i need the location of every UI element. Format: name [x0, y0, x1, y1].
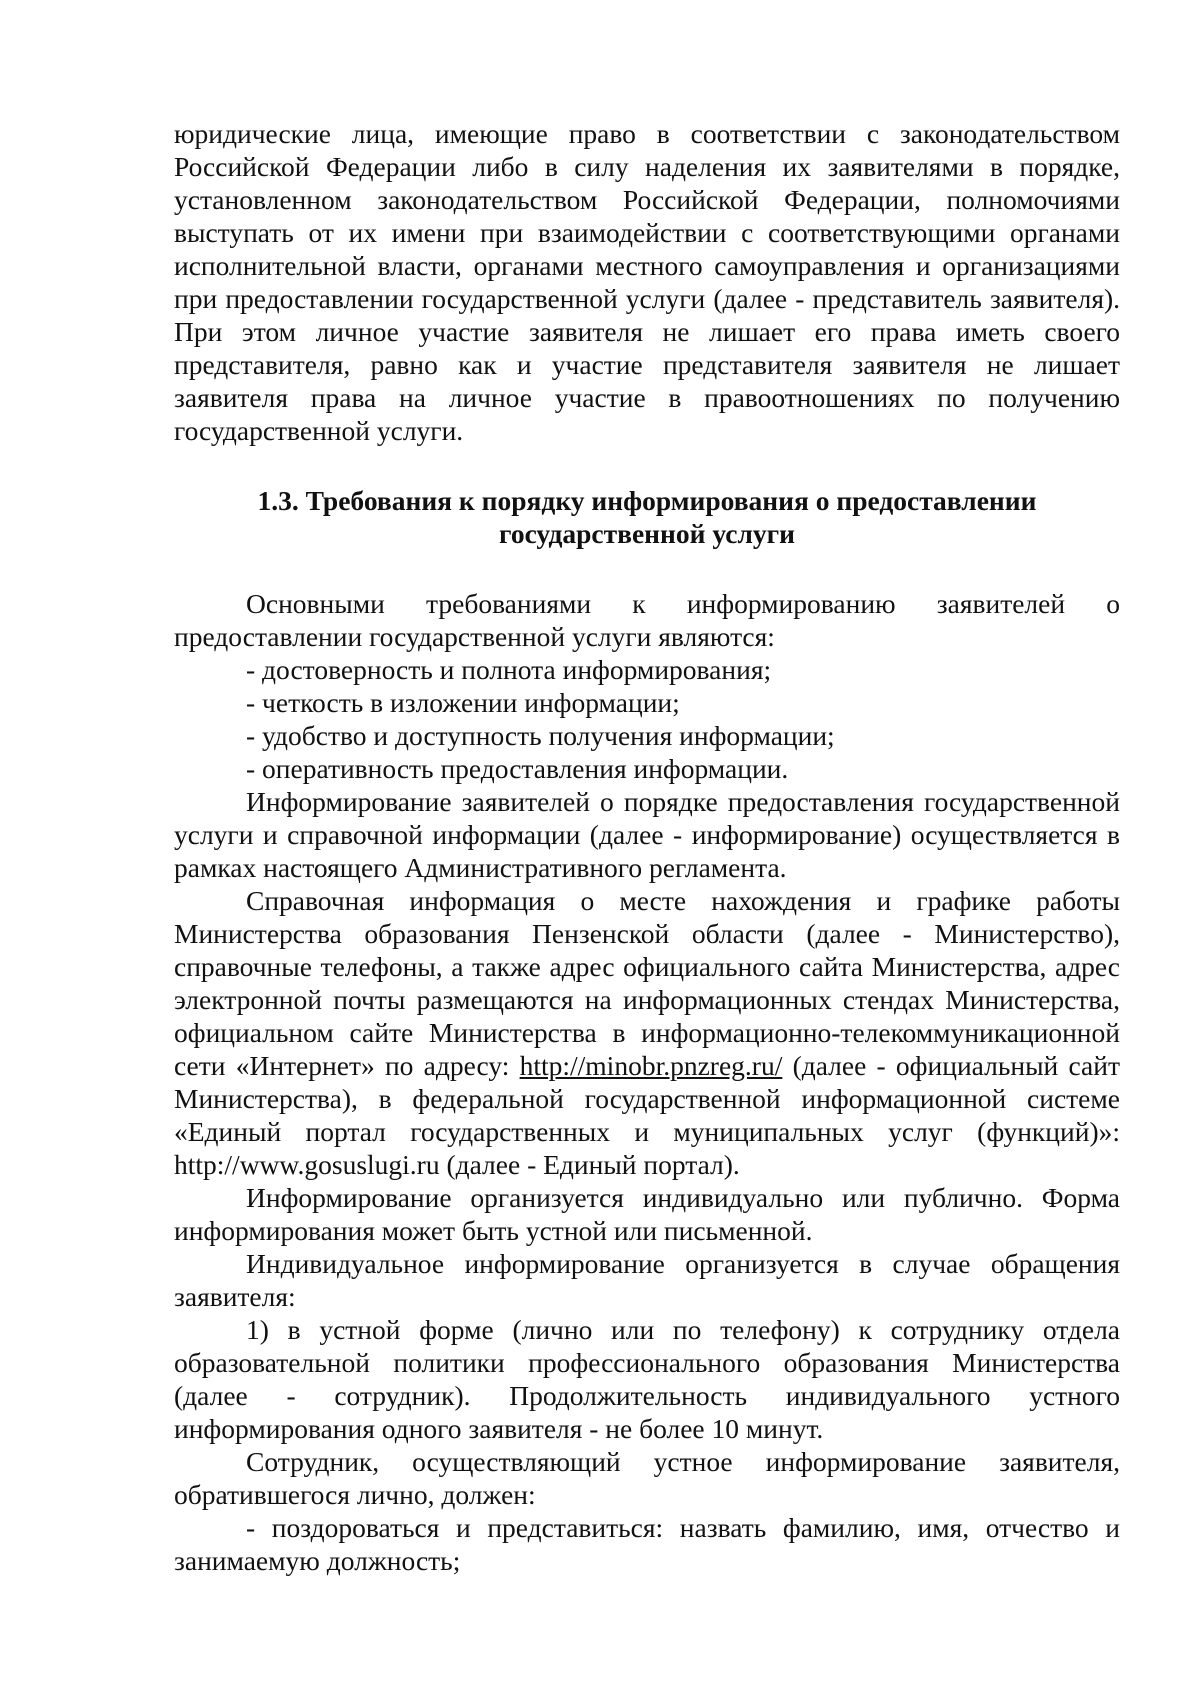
individual-paragraph: Индивидуальное информирование организуется в случае обращения заявителя: [174, 1248, 1120, 1312]
requirement-item: - достоверность и полнота информирования; [246, 654, 772, 685]
document-page [174, 117, 1120, 1577]
employee-paragraph: Сотрудник, осуществляющий устное информирование заявителя, обратившегося лично, должен: [174, 1446, 1120, 1510]
oral-form-paragraph: 1) в устной форме (лично или по телефону) к сотруднику отдела образовательной политики профессионального образования Министерства (далее - сотрудник). Продолжительность индивидуального устного информирования одного заявителя - не более 10 минут. [174, 1314, 1120, 1444]
requirement-item: - оперативность предоставления информации. [246, 753, 789, 784]
section-heading-line-1: 1.3. Требования к порядку информирования о предоставлении [257, 485, 1037, 516]
intro-paragraph: юридические лица, имеющие право в соответствии с законодательством Российской Федерации либо в силу наделения их заявителями в порядке, установленном законодательством Российской Федерации, полномочиями выступать от их имени при взаимодействии с соответствующими органами исполнительной власти, органами местного самоуправления и организациями при предоставлении государственной услуги (далее - представитель заявителя). При этом личное участие заявителя не лишает его права иметь своего представителя, равно как и участие представителя заявителя не лишает заявителя права на личное участие в правоотношениях по получению государственной услуги. [174, 118, 1120, 446]
ministry-website-link[interactable]: http://minobr.pnzreg.ru/ [519, 1050, 783, 1081]
section-heading [174, 484, 1120, 550]
reference-info-text-cont: (далее - официальный сайт Министерства), в федеральной государственной информационной системе «Единый портал государственных и муниципальных услуг (функций)»: http://www.gosuslugi.ru (далее - Единый портал). [174, 1050, 1120, 1180]
reference-info-text: Справочная информация о месте нахождения и графике работы Министерства образования Пензенской области (далее - Министерство), справочные телефоны, а также адрес официального сайта Министерства, адрес электронной почты размещаются на информационных стендах Министерства, официальном сайте Министерства в информационно-телекоммуникационной сети «Интернет» по адресу: [174, 885, 1120, 1081]
greet-item: - поздороваться и представиться: назвать фамилию, имя, отчество и занимаемую должность; [174, 1512, 1120, 1576]
informing-paragraph: Информирование заявителей о порядке предоставления государственной услуги и справочной информации (далее - информирование) осуществляется в рамках настоящего Административного регламента. [174, 786, 1120, 883]
requirement-item: - четкость в изложении информации; [246, 687, 680, 718]
organized-paragraph: Информирование организуется индивидуально или публично. Форма информирования может быть устной или письменной. [174, 1182, 1120, 1246]
requirements-intro-paragraph: Основными требованиями к информированию заявителей о предоставлении государственной услуги являются: [174, 588, 1120, 652]
reference-info-paragraph [174, 884, 1120, 1181]
requirement-item: - удобство и доступность получения информации; [246, 720, 835, 751]
section-heading-line-2: государственной услуги [499, 518, 795, 549]
